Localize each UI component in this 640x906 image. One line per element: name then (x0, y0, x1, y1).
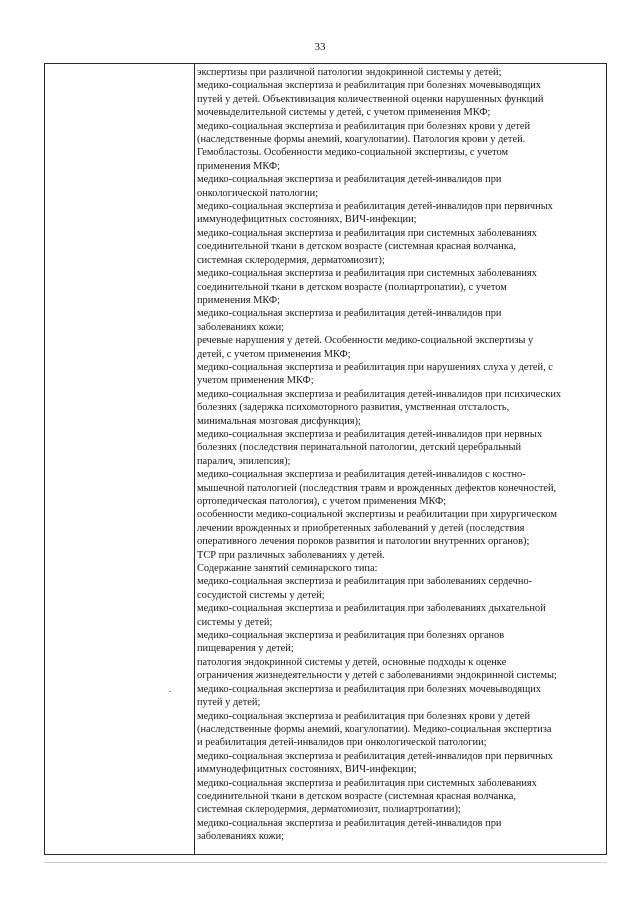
text-line: учетом применения МКФ; (197, 375, 314, 387)
page-number: 33 (314, 41, 326, 53)
text-line: системная склеродермия, дерматомиозит); (197, 254, 385, 266)
text-line: медико-социальная экспертиза и реабилитация детей-инвалидов при психических (197, 388, 562, 400)
page-bottom-rule (44, 862, 607, 863)
text-line: путей у детей; (197, 697, 261, 709)
text-line: медико-социальная экспертиза и реабилитация при болезнях органов (197, 630, 505, 642)
text-line: мочевыделительной системы у детей, с учетом применения МКФ; (197, 107, 491, 119)
text-line: медико-социальная экспертиза и реабилитация при заболеваниях дыхательной (197, 603, 546, 615)
text-line: минимальная мозговая дисфункция); (197, 415, 361, 427)
text-line: болезнях (последствия перинатальной патологии, детский церебральный (197, 442, 522, 454)
text-line: системная склеродермия, дерматомиозит, полиартропатии); (197, 804, 461, 816)
text-line: соединительной ткани в детском возрасте (системная красная волчанка, (197, 241, 516, 253)
text-line: соединительной ткани в детском возрасте (системная красная волчанка, (197, 790, 516, 802)
column-divider (194, 64, 195, 854)
text-line: и реабилитация детей-инвалидов при онкологической патологии; (197, 737, 487, 749)
text-line: сосудистой системы у детей; (197, 589, 325, 601)
text-line: медико-социальная экспертиза и реабилитация детей-инвалидов при первичных (197, 750, 553, 762)
text-line: медико-социальная экспертиза и реабилитация при заболеваниях сердечно- (197, 576, 533, 588)
text-line: болезнях (задержка психомоторного развития, умственная отсталость, (197, 402, 510, 414)
text-line: применения МКФ; (197, 160, 280, 172)
text-line: паралич, эпилепсия); (197, 455, 291, 467)
text-line: медико-социальная экспертиза и реабилитация детей-инвалидов при нервных (197, 428, 543, 440)
text-line: медико-социальная экспертиза и реабилитация при системных заболеваниях (197, 268, 537, 280)
curriculum-table (44, 63, 607, 855)
table-left-cell (45, 64, 194, 854)
text-line: заболеваниях кожи; (197, 321, 285, 333)
text-line: патология эндокринной системы у детей, основные подходы к оценке (197, 656, 507, 668)
text-line: пищеварения у детей; (197, 643, 294, 655)
text-line: медико-социальная экспертиза и реабилитация при системных заболеваниях (197, 227, 537, 239)
text-line: медико-социальная экспертиза и реабилитация детей-инвалидов при (197, 174, 502, 186)
text-line: медико-социальная экспертиза и реабилитация детей-инвалидов при (197, 817, 502, 829)
table-right-cell (197, 66, 600, 854)
text-line: медико-социальная экспертиза и реабилитация при системных заболеваниях (197, 777, 537, 789)
text-line: путей у детей. Объективизация количественной оценки нарушенных функций (197, 93, 544, 105)
text-line: соединительной ткани в детском возрасте (полиартропатии), с учетом (197, 281, 507, 293)
text-line: речевые нарушения у детей. Особенности медико-социальной экспертизы у (197, 335, 534, 347)
text-line: ограничения жизнедеятельности у детей с заболеваниями эндокринной системы; (197, 670, 557, 682)
text-line: медико-социальная экспертиза и реабилитация при болезнях мочевыводящих (197, 80, 541, 92)
text-line: оперативного лечения пороков развития и патологии внутренних органов); (197, 536, 530, 548)
text-line: медико-социальная экспертиза и реабилитация при болезнях крови у детей (197, 120, 531, 132)
text-line: мышечной патологией (последствия травм и врожденных дефектов конечностей, (197, 482, 557, 494)
text-line: (наследственные формы анемий, коагулопатии). Медико-социальная экспертиза (197, 723, 552, 735)
text-line: применения МКФ; (197, 294, 280, 306)
text-line: системы у детей; (197, 616, 273, 628)
text-line: медико-социальная экспертиза и реабилитация при нарушениях слуха у детей, с (197, 361, 553, 373)
text-line: медико-социальная экспертиза и реабилитация детей-инвалидов с костно- (197, 469, 526, 481)
text-line: медико-социальная экспертиза и реабилитация при болезнях мочевыводящих (197, 683, 541, 695)
text-line: лечении врожденных и приобретенных заболеваний у детей (последствия (197, 522, 525, 534)
text-line: онкологической патологии; (197, 187, 319, 199)
text-line: заболеваниях кожи; (197, 831, 285, 843)
text-line: Содержание занятий семинарского типа: (197, 563, 378, 575)
text-line: особенности медико-социальной экспертизы и реабилитации при хирургическом (197, 509, 557, 521)
text-line: (наследственные формы анемий, коагулопатии). Патология крови у детей. (197, 134, 526, 146)
text-line: медико-социальная экспертиза и реабилитация при болезнях крови у детей (197, 710, 531, 722)
text-line: медико-социальная экспертиза и реабилитация детей-инвалидов при (197, 308, 502, 320)
text-line: ортопедическая патология), с учетом применения МКФ; (197, 496, 447, 507)
text-line: экспертизы при различной патологии эндокринной системы у детей; (197, 67, 502, 78)
text-line: медико-социальная экспертиза и реабилитация детей-инвалидов при первичных (197, 201, 553, 213)
text-line: иммунодефицитных состояниях, ВИЧ-инфекции; (197, 214, 417, 226)
text-line: детей, с учетом применения МКФ; (197, 348, 351, 360)
text-line: иммунодефицитных состояниях, ВИЧ-инфекции; (197, 764, 417, 776)
scan-mark (169, 691, 171, 692)
text-line: Гемобластозы. Особенности медико-социальной экспертизы, с учетом (197, 147, 509, 159)
text-line: ТСР при различных заболеваниях у детей. (197, 549, 385, 561)
